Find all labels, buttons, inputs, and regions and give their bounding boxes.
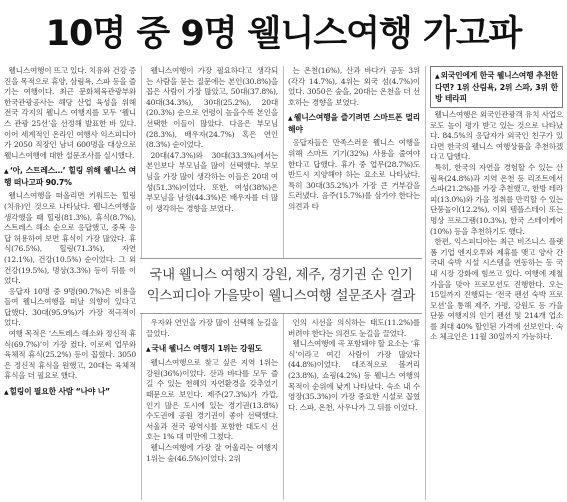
paragraph: 한편, 익스피디아는 최근 비즈니스 플랫폼 기업 엔지오투와 제휴를 맺고 양사 간 국내 숙박 시설 시스템을 연동하는 등 국내 시장 강화에 힘쓰고 있다. 여행에 제철 가을을 맞아 프로모션도 진행한다. 오는 15일까지 진행되는 ‘전국 펜션 숙박 프로모션’을 통해 제주, 가평, 강원도 등 가을 단풍 여행지의 인기 펜션 및 214개 업소를 최대 40% 할인된 가격에 선보인다. 숙소 체크인은 11월 30일까지 가능하다. — [430, 237, 563, 342]
subheading: ▲힐링이 필요한 사람 “나야 나” — [4, 387, 110, 397]
paragraph: 특히, 한국의 자연을 경험할 수 있는 산림욕(24.8%)과 지역 온천 등 리조트에서 스파(21.2%)를 가장 추천했고, 한방 테라피(13.0%)와 가을 정취를 만끽할 수 있는 단풍놀이(12.2%), 이외 템플스테이 또는 명상 프로그램(10.3%), 한국 스테이케어(10%) 등을 추천하기도 했다. — [430, 162, 563, 236]
subheading: ▲‘아, 스트레스…’ 힐링 위해 웰니스 여행 떠나고파 90.7% — [4, 166, 136, 188]
pull-quote-line: 익스피디아 가을맞이 웰니스여행 설문조사 결과 — [146, 289, 416, 304]
pull-quote-line: 국내 웰니스 여행지 강원, 제주, 경기권 순 인기 — [149, 268, 413, 283]
pull-quote — [140, 258, 422, 314]
paragraph: 응답자들은 만족스러운 웰니스 여행을 위해 스마트 기기(32%) 사용을 줄여야 한다고 답했다. 휴가 중 업무(28.7%)도 반드시 지양해야 하는 요소로 나타났다. 특히 30대(35.2%)가 가장 큰 거부감을 드러냈다. 음주(15.7%)를 삼가야 한다는 의견과 타 — [288, 138, 420, 211]
paragraph: 웰니스여행에 가장 잘 어울리는 여행지 1위는 숲(46.5%)이었다. 2위 — [146, 442, 278, 463]
triangle-icon: ▲ — [288, 115, 293, 123]
paragraph: 는 온천(16%), 산과 바다가 공동 3위(각각 14.7%), 4위는 외국 섬(4.7%)이었다. 3050은 숲을, 20대는 온천을 더 선호하는 경향을 보였다. — [288, 66, 420, 107]
paragraph: 웰니스여행을 떠올리면 키워드는 힐링(치유)인 것으로 나타났다. 웰니스여행을 생각했을 때 힐링(81.3%), 휴식(8.7%), 스트레스 해소 순으로 응답했고, 중복 응답 허용하여 보면 휴식이 가장 많았다. 휴식(76.5%), 힐링(71.3%), 자연(12.1%), 건강(10.5%) 순이었다. 그 외 건강(19.5%), 명상(3.3%) 등이 뒤를 이었다. — [4, 191, 136, 286]
article-column-2-bottom — [146, 318, 278, 500]
paragraph: 20대(47.3%)와 30대(33.3%)에서는 본인보다 부모님을 많이 선택했다. 부모님을 가장 많이 생각하는 이들은 20대 여성(51.3%)이었다. 또한, 여성(38%)은 부모님을 남성(44.3%)은 배우자를 더 많이 생각하는 경향을 보였다. — [146, 150, 278, 213]
article-column-2-top — [146, 66, 278, 254]
subheading: ▲웰니스여행을 즐기려면 스마트폰 멀리해야 — [288, 113, 420, 135]
triangle-icon: ▲ — [4, 168, 9, 176]
boxed-subheading: ▲외국인에게 한국 웰니스여행 추천한다면? 1위 산림욕, 2위 스파, 3위 한방 테라피 — [430, 66, 563, 108]
paragraph: 인의 시선을 의식하는 태도(11.2%)를 버려야 한다는 의견도 눈길을 끌었다. — [288, 318, 420, 338]
article-column-3-top — [288, 66, 420, 254]
paragraph: 웰니스여행이 가장 필요하다고 생각되는 사람을 묻는 질문에는 본인(30.8%)을 꼽은 사람이 가장 많았고, 50대(37.8%), 40대(34.3%), 30대(25.2%), 20대(20.3%) 순으로 연령이 높을수록 본인을 선택한 이들이 많았다. 다음은 부모님(28.3%), 배우자(24.7%) 혹은 연인(8.3%) 순이었다. — [146, 66, 278, 150]
paragraph: 여행 목적은 ‘스트레스 해소와 정신적 휴식(69.7%)’이 가장 컸다. 이로써 업무와 육체적 휴식(25.2%) 등이 꼽혔다. 3050은 정신적 휴식을 원했고, 20대는 육체적 휴식을 더 필요로 했다. — [4, 329, 136, 381]
column-rule — [425, 66, 426, 500]
paragraph: 웰니스여행이 뜨고 있다. 치유와 건강 증진을 목적으로 휴양, 삼림욕, 스파 등을 즐기는 여행이다. 최근 문화체육관광부와 한국관광공사는 해당 산업 육성을 위해 전국 각지의 웰니스 여행지를 모두 ‘웰니스 관광 25선’을 선정해 발표한 바 있다. 이어 세계적인 온라인 여행사 익스피디아가 2050 직장인 남녀 600명을 대상으로 웰니스여행에 대한 설문조사를 실시했다. — [4, 66, 136, 160]
paragraph: 웰니스여행에 곡 포함돼야 할 요소는 ‘휴식’이라고 여긴 사람이 가장 많았다(44.8%)이었다. 대조적으로 볼거리(23.8%), 쇼핑(4.2%) 등 웰니스 여행의 목적이 순위에 낮게 나타났다. 숙소 내 수영장(35.3%)이 가장 중요한 시설로 꼽혔다. 스파, 온천, 사우나가 그 뒤를 이었다. — [288, 339, 420, 412]
paragraph: 웰니스여행으로 찾고 싶은 지역 1위는 강원(36%)이었다. 산과 바다를 모두 즐길 수 있는 천혜의 자연환경을 갖추었기 때문으로 보인다. 제주(27.3%)가 가깝, 인기 많은 도시에 있는 경기권(13.8%) 수도권에 공원 경기권이 좋아 선택했다. 서울과 전국 광역시를 포함한 대도시 선호는 1% 대 미만에 그쳤다. — [146, 358, 278, 442]
subheading: ▲국내 웰니스 여행지 1위는 강원도 — [146, 344, 263, 354]
triangle-icon: ▲ — [4, 389, 9, 397]
paragraph: 응답자 10명 중 9명(90.7%)은 비용을 들여 웰니스여행을 떠날 의향이 있다고 답했다. 30대(95.9%)가 가장 적극적이었다. — [4, 286, 136, 328]
article-column-4 — [430, 66, 563, 500]
article-column-3-bottom — [288, 318, 420, 500]
triangle-icon: ▲ — [435, 73, 440, 80]
paragraph: 웰니스여행은 외국인관광객 유치 사업으로도 높이 평가 받고 있는 것으로 나타났다. 84.5%의 응답자가 외국인 친구가 있다면 한국의 웰니스 여행상품을 추천하겠다고 답했다. — [430, 110, 563, 162]
triangle-icon: ▲ — [146, 346, 151, 354]
paragraph: 우자와 연인을 가장 많이 선택해 눈길을 끌었다. — [146, 318, 278, 338]
article-column-1 — [4, 66, 136, 500]
headline: 10명 중 9명 웰니스여행 가고파 — [45, 14, 522, 54]
